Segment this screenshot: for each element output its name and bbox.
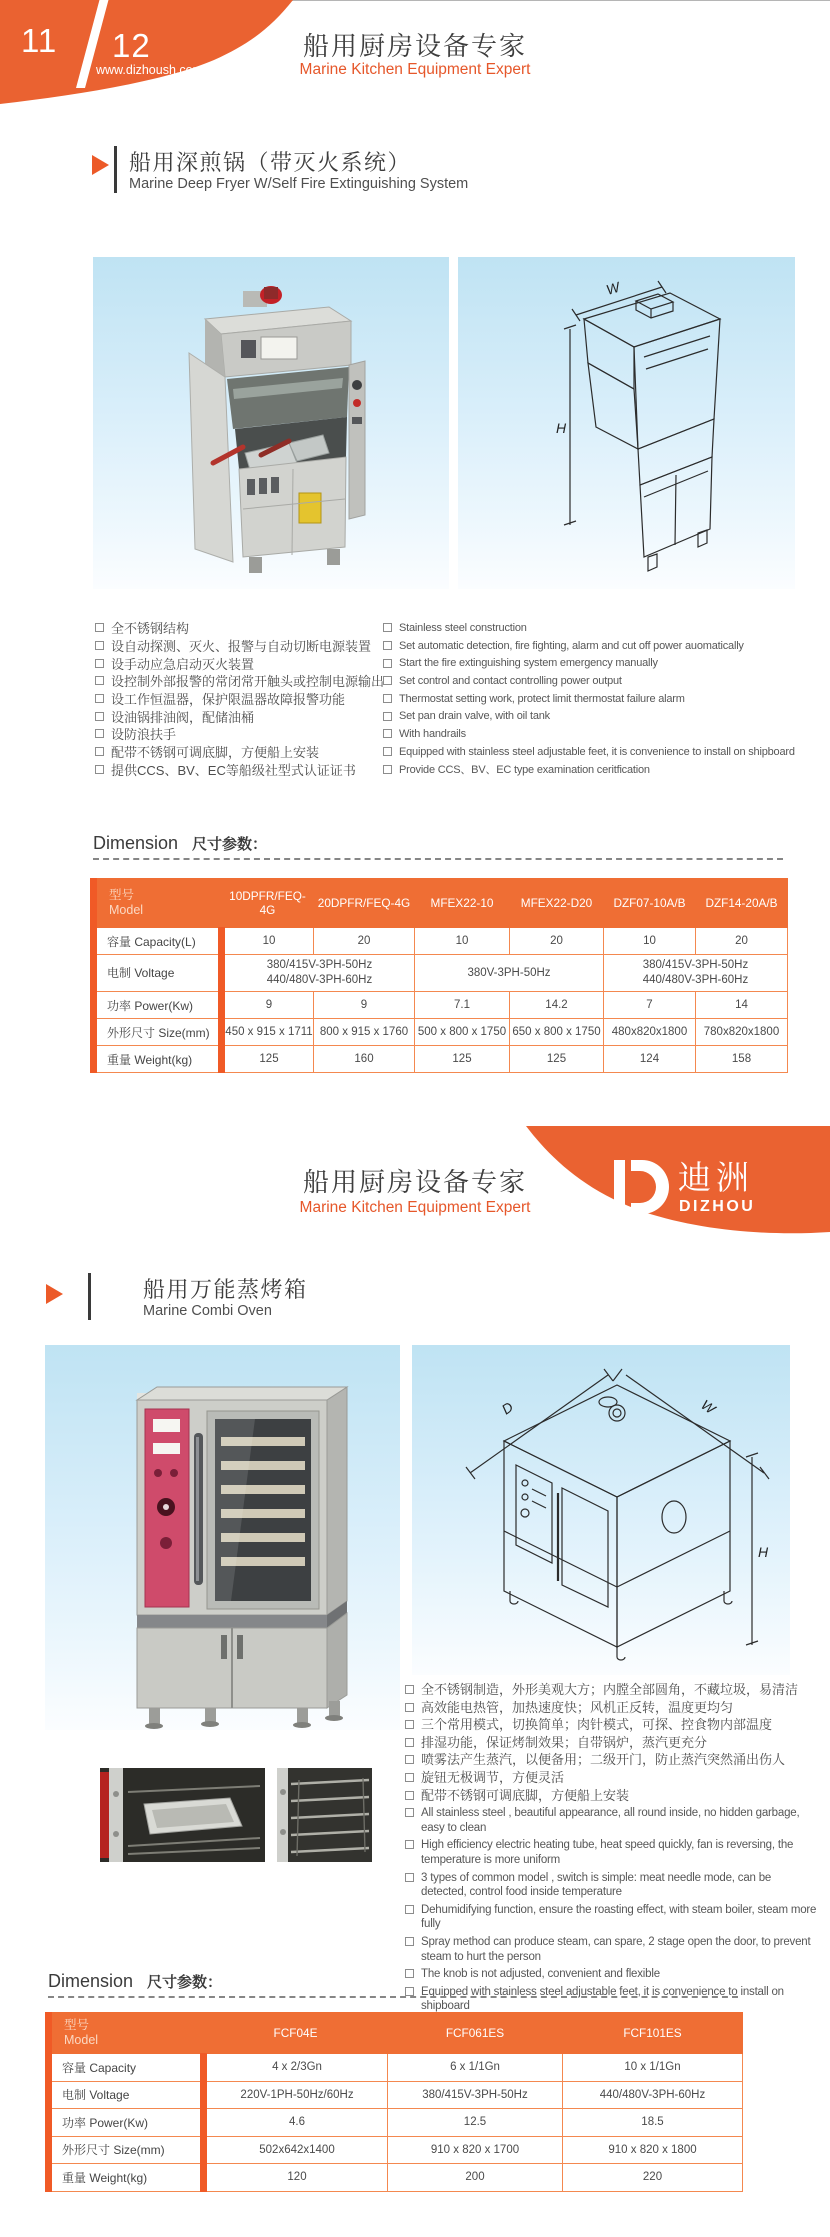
checkbox-icon	[95, 747, 104, 756]
list-item: 配带不锈钢可调底脚，方便船上安装	[405, 1789, 819, 1804]
checkbox-icon	[95, 676, 104, 685]
deep-fryer-illustration	[93, 257, 449, 589]
dashed-divider	[93, 858, 783, 860]
list-item: 全不锈钢结构	[95, 619, 384, 637]
table-row-voltage: 电制 Voltage 220V-1PH-50Hz/60Hz 380/415V-3PH-50Hz 440/480V-3PH-60Hz	[49, 2081, 743, 2109]
checkbox-icon	[383, 712, 392, 721]
dimension-heading: Dimension 尺寸参数：	[48, 1971, 223, 1991]
list-item: 3 types of common model , switch is simple: meat needle mode, can be detected, control food inside temperature	[405, 1871, 819, 1900]
spec-table-fryer	[90, 878, 788, 1073]
logo-text-cn: 迪洲	[678, 1159, 754, 1196]
model-name: FCF101ES	[563, 2013, 743, 2054]
model-header-cell: 型号 Model	[94, 879, 222, 928]
checkbox-icon	[383, 747, 392, 756]
list-item: Set control and contact controlling power output	[383, 672, 795, 690]
checkbox-icon	[95, 729, 104, 738]
spec-table-combi-oven	[45, 2012, 743, 2192]
list-item: 三个常用模式，切换简单；肉针模式，可探、控食物内部温度	[405, 1718, 819, 1733]
list-item: 全不锈钢制造，外形美观大方；内膛全部圆角，不藏垃圾，易清洁	[405, 1683, 819, 1698]
page-title-cn: 船用厨房设备专家	[302, 1167, 527, 1197]
page-number-right: 12	[112, 27, 151, 64]
oven-rack-illustration	[277, 1768, 372, 1862]
checkbox-icon	[405, 1685, 414, 1694]
section-title-en: Marine Combi Oven	[143, 1303, 272, 1319]
voltage-cell: 380/415V-3PH-50Hz 440/480V-3PH-60Hz	[604, 955, 788, 992]
checkbox-icon	[405, 1791, 414, 1800]
combi-oven-line-drawing	[412, 1345, 790, 1675]
page-title-en: Marine Kitchen Equipment Expert	[299, 1199, 531, 1216]
combi-oven-illustration	[45, 1345, 400, 1730]
feature-list-en	[383, 619, 795, 778]
list-item: Thermostat setting work, protect limit thermostat failure alarm	[383, 690, 795, 708]
section-marker-icon	[46, 1284, 63, 1304]
list-item: Dehumidifying function, ensure the roasting effect, with steam boiler, steam more fully	[405, 1903, 819, 1932]
table-row-size: 外形尺寸 Size(mm) 502x642x1400 910 x 820 x 1700 910 x 820 x 1800	[49, 2136, 743, 2164]
page-number-left: 11	[21, 22, 58, 59]
list-item: 配带不锈钢可调底脚，方便船上安装	[95, 743, 384, 761]
checkbox-icon	[95, 765, 104, 774]
checkbox-icon	[383, 641, 392, 650]
checkbox-icon	[405, 1905, 414, 1914]
table-row-weight: 重量 Weight(kg) 125 160 125 125 124 158	[94, 1046, 788, 1073]
checkbox-icon	[383, 694, 392, 703]
checkbox-icon	[405, 1773, 414, 1782]
table-row-power: 功率 Power(Kw) 9 9 7.1 14.2 7 14	[94, 992, 788, 1019]
list-item: Set automatic detection, fire fighting, alarm and cut off power auomatically	[383, 637, 795, 655]
checkbox-icon	[383, 676, 392, 685]
feature-list	[405, 1683, 819, 2017]
checkbox-icon	[95, 694, 104, 703]
model-name: FCF061ES	[388, 2013, 563, 2054]
dimension-heading: Dimension 尺寸参数：	[93, 833, 268, 853]
checkbox-icon	[405, 1840, 414, 1849]
checkbox-icon	[383, 729, 392, 738]
checkbox-icon	[405, 1969, 414, 1978]
deep-fryer-drawing	[458, 257, 795, 589]
list-item: 喷雾法产生蒸汽，以便备用；二级开门，防止蒸汽突然涌出伤人	[405, 1753, 819, 1768]
list-item: 设自动探测、灭火、报警与自动切断电源装置	[95, 637, 384, 655]
list-item: Equipped with stainless steel adjustable feet, it is convenience to install on shipboard	[405, 1985, 819, 2014]
checkbox-icon	[405, 1987, 414, 1996]
drawing-width-label: W	[604, 278, 622, 298]
checkbox-icon	[405, 1703, 414, 1712]
model-name: 10DPFR/FEQ-4G	[222, 879, 314, 928]
drawing-width-label: W	[698, 1396, 719, 1418]
model-name: DZF07-10A/B	[604, 879, 696, 928]
checkbox-icon	[95, 641, 104, 650]
model-name: MFEX22-D20	[510, 879, 604, 928]
table-header-row	[94, 879, 788, 928]
deep-fryer-photo	[93, 257, 449, 589]
checkbox-icon	[95, 712, 104, 721]
list-item: 设工作恒温器，保护限温器故障报警功能	[95, 690, 384, 708]
list-item: Provide CCS、BV、EC type examination ceritfication	[383, 761, 795, 779]
page-title-en: Marine Kitchen Equipment Expert	[299, 61, 531, 78]
deep-fryer-line-drawing	[458, 257, 795, 589]
list-item: 设控制外部报警的常闭常开触头或控制电源输出	[95, 672, 384, 690]
model-name: 20DPFR/FEQ-4G	[314, 879, 415, 928]
section-title-cn: 船用深煎锅（带灭火系统）	[129, 150, 412, 175]
section-divider	[114, 146, 117, 193]
checkbox-icon	[405, 1720, 414, 1729]
website-url: www.dizhoush.com	[96, 63, 203, 77]
list-item: All stainless steel , beautiful appearance, all round inside, no hidden garbage, easy to clean	[405, 1806, 819, 1835]
list-item: Equipped with stainless steel adjustable feet, it is convenience to install on shipboard	[383, 743, 795, 761]
combi-oven-drawing	[412, 1345, 790, 1675]
table-row-size: 外形尺寸 Size(mm) 450 x 915 x 1711 800 x 915 x 1760 500 x 800 x 1750 650 x 800 x 1750 480x820x1800 780x820x1800	[94, 1019, 788, 1046]
list-item: Spray method can produce steam, can spare, 2 stage open the door, to prevent steam to hurt the person	[405, 1935, 819, 1964]
voltage-cell: 380/415V-3PH-50Hz 440/480V-3PH-60Hz	[222, 955, 415, 992]
checkbox-icon	[95, 659, 104, 668]
table-header-row	[49, 2013, 743, 2054]
oven-tray-photo	[100, 1768, 265, 1862]
table-row-weight: 重量 Weight(kg) 120 200 220	[49, 2164, 743, 2192]
list-item: Start the fire extinguishing system emergency manually	[383, 654, 795, 672]
page-title-cn: 船用厨房设备专家	[302, 31, 527, 61]
oven-tray-illustration	[100, 1768, 265, 1862]
list-item: 设防浪扶手	[95, 725, 384, 743]
model-name: FCF04E	[204, 2013, 388, 2054]
list-item: Stainless steel construction	[383, 619, 795, 637]
list-item: With handrails	[383, 725, 795, 743]
list-item: Set pan drain valve, with oil tank	[383, 707, 795, 725]
checkbox-icon	[405, 1808, 414, 1817]
drawing-height-label: H	[556, 420, 567, 436]
table-row-voltage: 电制 Voltage 380/415V-3PH-50Hz 440/480V-3PH-60Hz 380V-3PH-50Hz 380/415V-3PH-50Hz 440/480V-3PH-60Hz	[94, 955, 788, 992]
logo-text-en: DIZHOU	[679, 1198, 756, 1215]
section-title-en: Marine Deep Fryer W/Self Fire Extinguishing System	[129, 176, 469, 192]
section-marker-icon	[92, 155, 109, 175]
drawing-depth-label: D	[498, 1398, 517, 1418]
checkbox-icon	[405, 1755, 414, 1764]
checkbox-icon	[405, 1873, 414, 1882]
section-title-cn: 船用万能蒸烤箱	[143, 1277, 308, 1302]
table-row-capacity: 容量 Capacity(L) 10 20 10 20 10 20	[94, 928, 788, 955]
checkbox-icon	[95, 623, 104, 632]
oven-rack-photo	[277, 1768, 372, 1862]
model-header-cell: 型号 Model	[49, 2013, 204, 2054]
feature-list-cn	[95, 619, 384, 778]
list-item: 设手动应急启动灭火装置	[95, 654, 384, 672]
checkbox-icon	[405, 1937, 414, 1946]
checkbox-icon	[383, 623, 392, 632]
list-item: High efficiency electric heating tube, heat speed quickly, fan is reversing, the temperature is more uniform	[405, 1838, 819, 1867]
checkbox-icon	[383, 659, 392, 668]
combi-oven-photo	[45, 1345, 400, 1730]
voltage-cell: 380V-3PH-50Hz	[415, 955, 604, 992]
list-item: 设油锅排油阀，配储油桶	[95, 707, 384, 725]
list-item: 高效能电热管，加热速度快；风机正反转，温度更均匀	[405, 1701, 819, 1716]
list-item: The knob is not adjusted, convenient and flexible	[405, 1967, 819, 1982]
section-divider	[88, 1273, 91, 1320]
checkbox-icon	[405, 1738, 414, 1747]
checkbox-icon	[383, 765, 392, 774]
dashed-divider	[48, 1996, 738, 1998]
model-name: MFEX22-10	[415, 879, 510, 928]
list-item: 旋钮无极调节，方便灵活	[405, 1771, 819, 1786]
model-name: DZF14-20A/B	[696, 879, 788, 928]
table-row-capacity: 容量 Capacity 4 x 2/3Gn 6 x 1/1Gn 10 x 1/1Gn	[49, 2054, 743, 2082]
list-item: 提供CCS、BV、EC等船级社型式认证证书	[95, 761, 384, 779]
drawing-height-label: H	[758, 1544, 769, 1560]
list-item: 排湿功能，保证烤制效果；自带锅炉，蒸汽更充分	[405, 1736, 819, 1751]
table-row-power: 功率 Power(Kw) 4.6 12.5 18.5	[49, 2109, 743, 2137]
